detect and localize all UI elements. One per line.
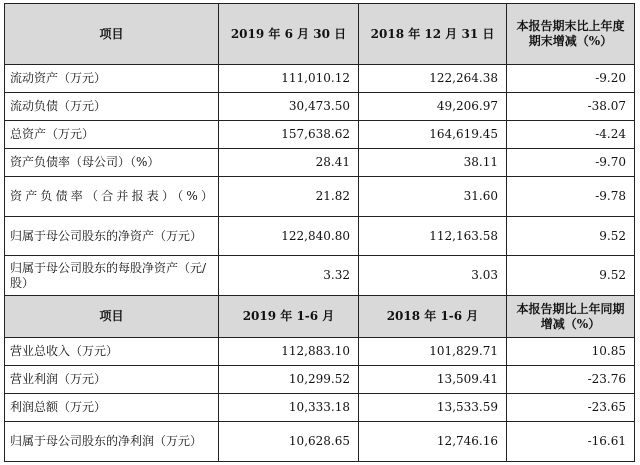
table-row <box>5 366 635 394</box>
cell-value: 38.11 <box>359 149 507 177</box>
row-label: 流动负债（万元） <box>5 93 219 121</box>
cell-value: 49,206.97 <box>359 93 507 121</box>
table-row <box>5 177 635 216</box>
cell-value: 3.32 <box>219 256 359 295</box>
table-row <box>5 216 635 255</box>
cell-value: 13,509.41 <box>359 366 507 394</box>
header-change-pct: 本报告期末比上年度期末增减（%） <box>507 4 635 65</box>
cell-value: 12,746.16 <box>359 422 507 462</box>
cell-value: 10,333.18 <box>219 394 359 422</box>
cell-value: 112,163.58 <box>359 216 507 255</box>
cell-value: 122,264.38 <box>359 65 507 93</box>
cell-value: 31.60 <box>359 177 507 216</box>
cell-change: -9.78 <box>507 177 635 216</box>
row-label: 资产负债率（母公司）（%） <box>5 149 219 177</box>
financial-table <box>4 3 635 462</box>
row-label: 营业总收入（万元） <box>5 338 219 366</box>
row-label: 归属于母公司股东的每股净资产（元/股） <box>5 256 219 295</box>
header-item: 项目 <box>5 295 219 338</box>
header-change-pct: 本报告期比上年同期增减（%） <box>507 295 635 338</box>
cell-value: 111,010.12 <box>219 65 359 93</box>
table-row <box>5 149 635 177</box>
header-row <box>5 4 635 65</box>
cell-value: 3.03 <box>359 256 507 295</box>
header-row <box>5 295 635 338</box>
financial-summary <box>4 3 634 462</box>
cell-change: -38.07 <box>507 93 635 121</box>
cell-value: 112,883.10 <box>219 338 359 366</box>
cell-value: 21.82 <box>219 177 359 216</box>
cell-change: -4.24 <box>507 121 635 149</box>
cell-value: 10,628.65 <box>219 422 359 462</box>
row-label: 归属于母公司股东的净利润（万元） <box>5 422 219 462</box>
cell-value: 10,299.52 <box>219 366 359 394</box>
cell-change: 10.85 <box>507 338 635 366</box>
header-period-2019-h1: 2019 年 1-6 月 <box>219 295 359 338</box>
header-item: 项目 <box>5 4 219 65</box>
cell-change: -9.20 <box>507 65 635 93</box>
header-period-2018-h1: 2018 年 1-6 月 <box>359 295 507 338</box>
cell-value: 164,619.45 <box>359 121 507 149</box>
table-row <box>5 93 635 121</box>
cell-value: 101,829.71 <box>359 338 507 366</box>
cell-change: -9.70 <box>507 149 635 177</box>
row-label: 资产负债率（合并报表）（%） <box>5 177 219 216</box>
header-date-2019-06-30: 2019 年 6 月 30 日 <box>219 4 359 65</box>
row-label: 总资产（万元） <box>5 121 219 149</box>
cell-value: 28.41 <box>219 149 359 177</box>
row-label: 流动资产（万元） <box>5 65 219 93</box>
row-label: 利润总额（万元） <box>5 394 219 422</box>
header-date-2018-12-31: 2018 年 12 月 31 日 <box>359 4 507 65</box>
cell-value: 122,840.80 <box>219 216 359 255</box>
table-row <box>5 256 635 295</box>
cell-change: -16.61 <box>507 422 635 462</box>
cell-change: -23.65 <box>507 394 635 422</box>
table-row <box>5 394 635 422</box>
cell-value: 30,473.50 <box>219 93 359 121</box>
cell-change: 9.52 <box>507 216 635 255</box>
cell-change: -23.76 <box>507 366 635 394</box>
row-label: 营业利润（万元） <box>5 366 219 394</box>
cell-value: 157,638.62 <box>219 121 359 149</box>
table-row <box>5 422 635 462</box>
table-row <box>5 338 635 366</box>
row-label: 归属于母公司股东的净资产（万元） <box>5 216 219 255</box>
cell-change: 9.52 <box>507 256 635 295</box>
table-row <box>5 121 635 149</box>
cell-value: 13,533.59 <box>359 394 507 422</box>
table-row <box>5 65 635 93</box>
